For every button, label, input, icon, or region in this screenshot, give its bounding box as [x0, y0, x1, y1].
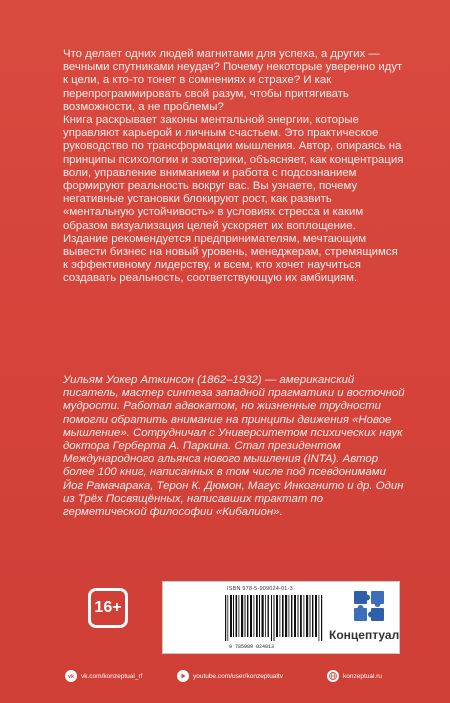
age-rating-badge: 16+ [88, 588, 128, 628]
vk-link[interactable] [65, 670, 142, 682]
footer-links [65, 670, 405, 684]
description-paragraph: Что делает одних людей магнитами для успеха, а других — вечными спутниками неудач? Почему некоторые уверенно идут к цели, а кто-то тонет в сомнениях и страхе? И как перепрограммировать свой разум, чтобы притягивать возможности, а не проблемы? [63, 48, 403, 113]
publisher-name: Концептуал [329, 628, 400, 642]
website-link-text: konzeptual.ru [343, 672, 383, 680]
book-description [63, 48, 405, 286]
svg-text:vk: vk [67, 674, 75, 681]
description-paragraph: Книга раскрывает законы ментальной энергии, которые управляют карьерой и личным счастьем. Это практическое руководство по трансформации мышления. Автор, опираясь на принципы психологии и эзотерики, объясняет, как концентрация воли, управление вниманием и работа с подсознанием формируют реальность вокруг вас. Вы узнаете, почему негативные установки блокируют рост, как развить «ментальную устойчивость» в условиях стресса и каким образом визуализация целей ускоряет их воплощение. [63, 114, 404, 232]
globe-icon [327, 670, 339, 682]
vk-link-text: vk.com/konzeptual_rf [81, 672, 143, 680]
puzzle-logo-icon [351, 588, 387, 624]
youtube-icon [177, 670, 189, 682]
barcode-panel [162, 581, 400, 654]
youtube-link[interactable] [177, 670, 283, 682]
description-paragraph: Издание рекомендуется предпринимателям, мечтающим вывести бизнес на новый уровень, менеджерам, стремящимся к эффективному лидерству, и всем, кто хочет научиться создавать реальность, соответствующую их амбициям. [63, 232, 398, 285]
barcode-icon [225, 595, 325, 641]
website-link[interactable] [327, 670, 382, 682]
barcode-number: 9 785909 024013 [229, 644, 275, 650]
vk-icon [65, 670, 77, 682]
youtube-link-text: youtube.com/user/konzeptualtv [193, 672, 283, 680]
author-bio: Уильям Уокер Аткинсон (1862–1932) — американский писатель, мастер синтеза западной прагматики и восточной мудрости. Работал адвокатом, но жизненные трудности помогли обратить внимание на принципы движения «Новое мышление». Сотрудничал с Университетом психических наук доктора Герберта А. Паркина. Стал президентом Международного альянса нового мышления (INTA). Автор более 100 книг, написанных в том числе под псевдонимами Йог Рамачарака, Терон К. Дюмон, Магус Инкогнито и др. Один из Трёх Посвящённых, написавших трактат по герметической философии «Кибалион». [63, 374, 405, 519]
isbn-text: ISBN 978-5-909024-01-3 [227, 586, 293, 592]
